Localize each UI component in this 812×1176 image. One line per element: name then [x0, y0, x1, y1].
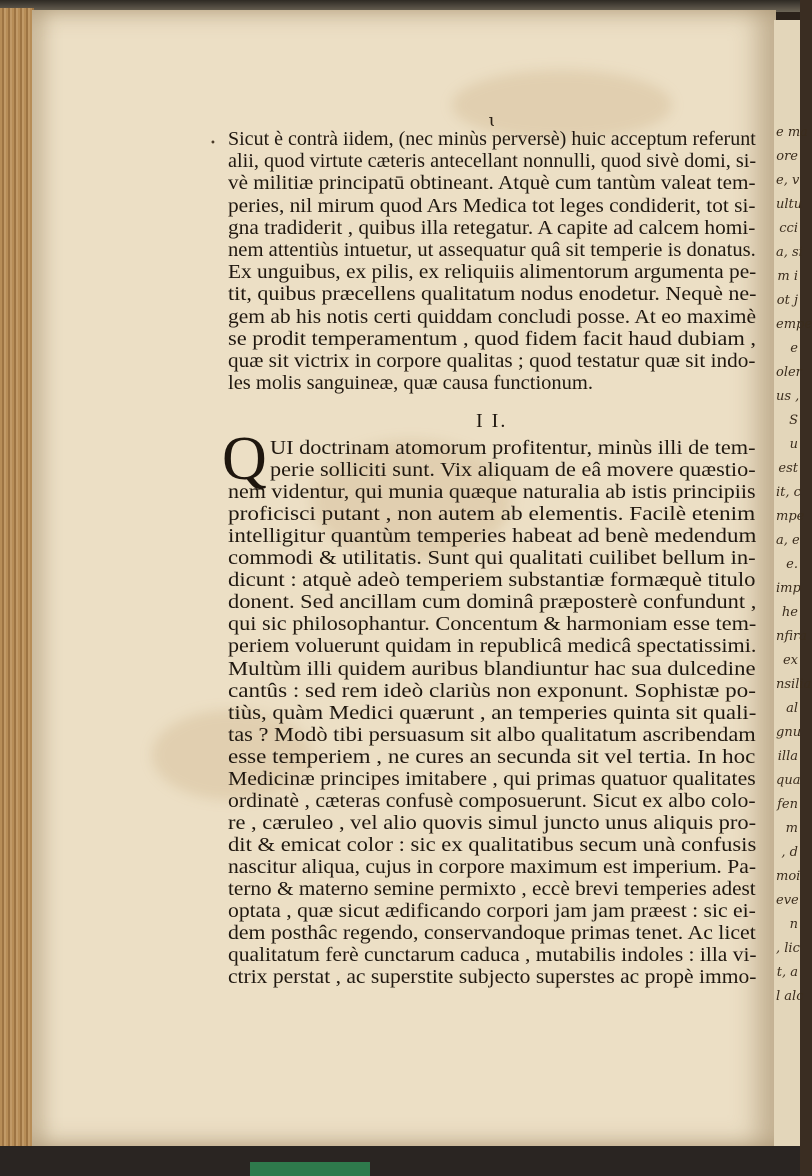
text-line: donent. Sed ancillam cum dominâ præposterè confundunt ,	[228, 591, 757, 614]
text-line: dem posthâc regendo, conservandoque primas tenet. Ac licet	[228, 922, 756, 945]
text-line: ctrix perstat , ac superstite subjecto superstes ac propè immo-	[228, 966, 757, 989]
text-line: optata , quæ sicut ædificando corpori jam jam præest : sic ei-	[228, 900, 756, 923]
adjacent-text-fragment: m i	[777, 269, 798, 284]
text-line: tit, quibus præcellens qualitatum nodus enodetur. Nequè ne-	[228, 283, 757, 306]
adjacent-text-fragment: fen	[777, 797, 798, 812]
adjacent-text-fragment: n	[789, 917, 798, 932]
text-line: re , cæruleo , vel alio quovis simul juncto unus aliquis pro-	[228, 811, 757, 834]
adjacent-text-fragment: ot j	[776, 293, 798, 308]
adjacent-text-fragment: l alc	[776, 989, 804, 1004]
text-line: gem ab his notis certi quiddam concludi posse. At eo maximè	[228, 305, 757, 328]
adjacent-text-fragment: imp	[776, 581, 801, 596]
text-line: nem attentiùs intuetur, ut assequatur quâ sit temperie is donatus.	[228, 239, 756, 261]
text-line: dit & emicat color : sic ex qualitatibus secum unà confusis	[228, 833, 757, 856]
adjacent-text-fragment: it, c	[776, 485, 801, 500]
text-line: commodi & utilitatis. Sunt qui qualitati cuilibet bellum in-	[228, 547, 756, 570]
text-line: gna tradiderit , quibus illa retegatur. A capite ad calcem homi-	[228, 216, 756, 239]
text-line: UI doctrinam atomorum profitentur, minùs illi de tem-	[270, 437, 756, 459]
adjacent-text-fragment: nsilia	[776, 677, 812, 692]
text-line: cantûs : sed rem ideò clariùs non exponunt. Sophistæ po-	[228, 679, 756, 702]
text-line: nascitur aliqua, cujus in corpore maximum est imperium. Pa-	[228, 855, 757, 878]
adjacent-text-fragment: e, v	[776, 173, 800, 188]
text-line: terno & materno semine permixto , eccè brevi temperies adest	[228, 878, 756, 900]
adjacent-text-fragment: mpe	[776, 509, 805, 524]
text-line: perie solliciti sunt. Vix aliquam de eâ movere quæstio-	[270, 459, 756, 482]
adjacent-text-fragment: he	[781, 605, 798, 620]
adjacent-text-fragment: , d	[781, 845, 798, 860]
adjacent-text-fragment: , lic	[776, 941, 800, 956]
text-line: qualitatum ferè cunctarum caduca , mutabilis indoles : illa vi-	[228, 944, 757, 967]
adjacent-text-fragment: est	[778, 461, 798, 476]
text-line: tiùs, quàm Medici quærunt , an temperies quinta sit quali-	[228, 701, 757, 724]
margin-dot: •	[210, 138, 216, 149]
adjacent-text-fragment: m	[785, 821, 798, 836]
adjacent-text-fragment: cci	[779, 221, 798, 236]
text-line: dicunt : atquè adeò temperiem substantiæ formæquè titulo	[228, 569, 756, 592]
text-line: les molis sanguineæ, quæ causa functionum.	[228, 372, 593, 395]
text-line: ordinatè , cæteras confusè composuerunt. Sicut ex albo colo-	[228, 789, 756, 812]
adjacent-text-fragment: a, e	[776, 533, 800, 548]
text-line: alii, quod virtute cæteris antecellant nonnulli, quod sivè domi, si-	[228, 150, 757, 173]
text-line: tas ? Modò tibi persuasum sit albo qualitatum ascribendam	[228, 723, 756, 746]
adjacent-text-fragment: S	[789, 413, 798, 428]
text-line: nem videntur, qui munia quæque naturalia ab istis principiis	[228, 481, 756, 504]
text-line: vè militiæ principatū obtineant. Atquè cum tantùm valeat tem-	[228, 172, 756, 195]
signature-mark: ɩ	[488, 110, 496, 131]
text-line: intelligitur quantùm temperies habeat ad benè medendum	[228, 525, 757, 548]
text-line: Sicut è contrà iidem, (nec minùs perversè) huic acceptum referunt	[228, 128, 756, 150]
adjacent-text-fragment: nfira	[776, 629, 808, 644]
adjacent-text-fragment: e ma	[776, 125, 808, 140]
text-line: se prodit temperamentum , quod fidem facit haud dubiam ,	[228, 327, 757, 350]
adjacent-text-fragment: us ,	[776, 389, 800, 404]
adjacent-text-fragment: t, a	[776, 965, 798, 980]
adjacent-text-fragment: ex	[782, 653, 798, 668]
text-line: esse temperiem , ne cures an secunda sit vel tertia. In hoc	[228, 745, 756, 768]
text-line: Ex unguibus, ex pilis, ex reliquiis alimentorum argumenta pe-	[228, 261, 757, 284]
text-line: Multùm illi quidem auribus blandiuntur hac sua dulcedine	[228, 657, 756, 680]
text-line: quæ sit victrix in corpore qualitas ; quod testatur quæ sit indo-	[228, 350, 756, 372]
adjacent-text-fragment: qua	[776, 773, 801, 788]
adjacent-text-fragment: ultu	[776, 197, 803, 212]
text-line: qui sic philosophantur. Concentum & harmoniam esse tem-	[228, 613, 757, 636]
text-line: periem voluerunt quidam in republicâ medicâ spectatissimi.	[228, 635, 757, 658]
section-number: I I.	[476, 410, 508, 432]
text-line: proficisci putant , non autem ab elementis. Facilè etenim	[228, 503, 756, 526]
adjacent-text-fragment: oler	[776, 365, 802, 380]
text-line: peries, nil mirum quod Ars Medica tot leges condiderit, tot si-	[228, 194, 756, 217]
adjacent-text-fragment: e.	[786, 557, 798, 572]
adjacent-text-fragment: u	[789, 437, 798, 452]
adjacent-text-fragment: moi	[776, 869, 801, 884]
adjacent-text-fragment: al	[786, 701, 798, 716]
drop-cap: Q	[222, 425, 267, 493]
adjacent-text-fragment: a, si	[776, 245, 803, 260]
adjacent-text-fragment: empe	[776, 317, 812, 332]
adjacent-text-fragment: illa	[777, 749, 798, 764]
adjacent-text-fragment: e	[790, 341, 798, 356]
adjacent-text-fragment: gnu	[776, 725, 802, 740]
adjacent-text-fragment: ore	[776, 149, 798, 164]
text-line: Medicinæ principes imitabere , qui primas quatuor qualitates	[228, 767, 756, 790]
adjacent-text-fragment: eve	[776, 893, 799, 908]
